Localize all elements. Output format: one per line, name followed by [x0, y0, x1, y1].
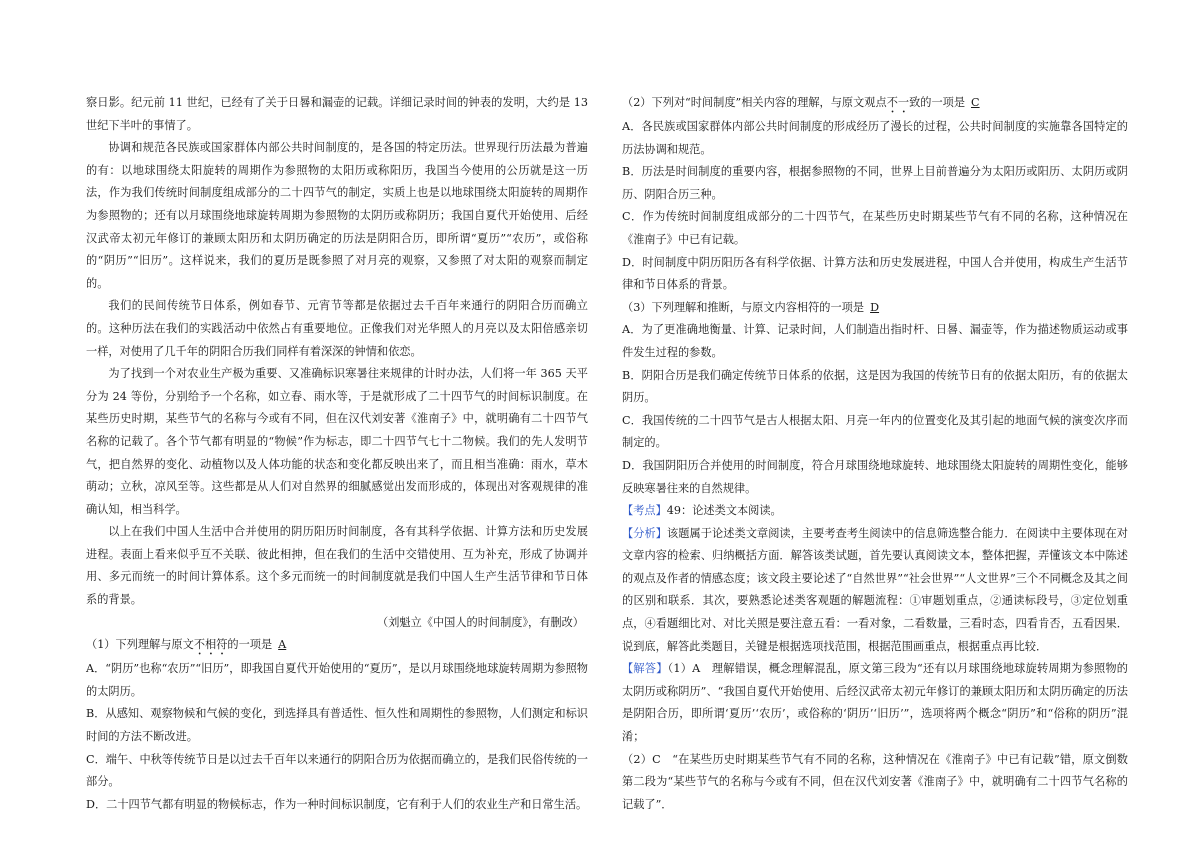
question-2-stem [622, 92, 1128, 116]
question-1-answer: A [278, 638, 287, 652]
question-1-stem-b: 的一项是 [227, 638, 273, 652]
question-2-option-c: C．作为传统时间制度组成部分的二十四节气，在某些历史时期某些节气有不同的名称，这种情况在《淮南子》中已有记载。 [622, 210, 1128, 246]
question-1-option-a: A．“阴历”也称“农历”“旧历”，即我国自夏代开始使用的“夏历”，是以月球围绕地球旋转周期为参照物的太阴历。 [86, 662, 588, 698]
jieda-tag: 【解答】 [622, 662, 668, 676]
question-1-option-c: C．端午、中秋等传统节日是以过去千百年以来通行的阴阳合历为依据而确立的，是我们民俗传统的一部分。 [86, 752, 588, 789]
question-1-stem [86, 634, 588, 658]
fenxi-tag: 【分析】 [622, 526, 667, 540]
question-1-option-b: B．从感知、观察物候和气候的变化，到选择具有普适性、恒久性和周期性的参照物，人们测定和标识时间的方法不断改进。 [86, 707, 588, 744]
question-2-stem-dotted: 不一 [886, 96, 910, 109]
paragraph-4: 为了找到一个对农业生产极为重要、又准确标识寒暑往来规律的计时办法，人们将一年 365 天平分为 24 等份，分别给予一个名称，如立春、雨水等，于是就形成了二十四节气的时间标识制度。在某些历史时期，某些节气的名称与今或有不同，但在汉代刘安著《淮南子》中，就明确有二十四节气名称的记载了。各个节气都有明显的“物候”作为标志，即二十四节气七十二物候。我们的先人发明节气，把自然界的变化、动植物以及人体功能的状态和变化都反映出来了，而且相当准确：雨水，草木萌动；立秋，凉风至等。这些都是从人们对自然界的细腻感觉出发而形成的，体现出对客观规律的准确认知，相当科学。 [86, 367, 588, 516]
jieda-text-2: （2）C “在某些历史时期某些节气有不同的名称，这种情况在《淮南子》中已有记载”错，原文倒数第二段为“某些节气的名称与今或有不同，但在汉代刘安著《淮南子》中，就明确有二十四节气名称的记载了”． [622, 752, 1128, 811]
paragraph-5: 以上在我们中国人生活中合并使用的阴历阳历时间制度，各有其科学依据、计算方法和历史发展进程。表面上看来似乎互不关联、彼此相抻，但在我们的生活中交错使用、互为补充，形成了协调并用、多元而统一的时间计算体系。这个多元而统一的时间制度就是我们中国人生产生活节律和节日体系的背景。 [86, 525, 588, 607]
fenxi-section [622, 523, 1128, 659]
paragraph-2: 协调和规范各民族或国家群体内部公共时间制度的，是各国的特定历法。世界现行历法最为普遍的有：以地球围绕太阳旋转的周期作为参照物的太阳历或称阳历，我国当今使用的公历就是这一历法，作为我们传统时间制度组成部分的二十四节气的制定，实质上也是以地球围绕太阳旋转的周期作为参照物的；还有以月球围绕地球旋转周期为参照物的太阴历或称阴历；我国自夏代开始使用、后经汉武帝太初元年修订的兼顾太阳历和太阴历确定的历法是阴阳合历，即所谓“夏历”“农历”，或俗称的“阴历”“旧历”。这样说来，我们的夏历是既参照了对月亮的观察，又参照了对太阳的观察而制定的。 [86, 141, 588, 290]
kaodian-section [622, 500, 1128, 523]
question-3-option-d: D．我国阴阳历合并使用的时间制度，符合月球围绕地球旋转、地球围绕太阳旋转的周期性变化，能够反映寒暑往来的自然规律。 [622, 458, 1128, 495]
question-2-answer: C [971, 96, 980, 109]
left-column [86, 92, 588, 816]
fenxi-text: 该题属于论述类文章阅读，主要考查考生阅读中的信息筛选整合能力．在阅读中主要体现在对文章内容的检索、归纳概括方面．解答该类试题，首先要认真阅读文本，整体把握，弄懂该文本中陈述的观点及作者的情感态度；该文段主要论述了“自然世界”“社会世界”“人文世界”三个不同概念及其之间的区别和联系．其次，要熟悉论述类客观题的解题流程：①审题划重点，②通读标段号，③定位划重点，④看题细比对、对比关照是要注意五看：一看对象，二看数量，三看时态，四看肯否，五看因果．说到底，解答此类题目，关键是根据选项找范围，根据范围画重点，根据重点再比较． [622, 526, 1128, 653]
source-citation: （刘魁立《中国人的时间制度》，有删改） [377, 615, 584, 629]
jieda-section [622, 658, 1128, 748]
question-3-stem-text: （3）下列理解和推断，与原文内容相符的一项是 [622, 300, 865, 314]
question-3-option-a: A．为了更准确地衡量、计算、记录时间，人们制造出指时杆、日晷、漏壶等，作为描述物质运动或事件发生过程的参数。 [622, 323, 1128, 359]
question-2-option-a: A．各民族或国家群体内部公共时间制度的形成经历了漫长的过程，公共时间制度的实施靠各国特定的历法协调和规范。 [622, 120, 1128, 156]
question-3-option-c: C．我国传统的二十四节气是古人根据太阳、月亮一年内的位置变化及其引起的地面气候的演变次序而制定的。 [622, 413, 1128, 450]
paragraph-3: 我们的民间传统节日体系，例如春节、元宵节等都是依据过去千百年来通行的阴阳合历而确立的。这种历法在我们的实践活动中依然占有重要地位。正像我们对光华照人的月亮以及太阳倍感亲切一样，对使用了几千年的阴阳合历我们同样有着深深的钟情和依恋。 [86, 299, 588, 358]
question-1-stem-dotted: 不相符 [193, 638, 228, 652]
question-2-option-d: D．时间制度中阴历阳历各有科学依据、计算方法和历史发展进程，中国人合并使用，构成生产生活节律和节日体系的背景。 [622, 255, 1128, 292]
jieda-text-1: （1）A 理解错误，概念理解混乱，原文第三段为“还有以月球围绕地球旋转周期为参照物的太阴历或称阴历”、“我国自夏代开始使用、后经汉武帝太初元年修订的兼顾太阳历和太阴历确定的历法是阴阳合历，即所谓‘夏历’‘农历’，或俗称的‘阴历’‘旧历’”，选项将两个概念“阴历”和“俗称的阴历”混淆； [622, 662, 1128, 744]
question-2-stem-a: （2）下列对“时间制度”相关内容的理解，与原文观点 [622, 96, 887, 109]
question-1-option-d: D．二十四节气都有明显的物候标志，作为一种时间标识制度，它有利于人们的农业生产和日常生活。 [86, 797, 588, 811]
question-2-option-b: B．历法是时间制度的重要内容，根据参照物的不同，世界上目前普遍分为太阳历或阳历、太阴历或阴历、阴阳合历三种。 [622, 165, 1128, 201]
question-3-answer: D [870, 300, 880, 314]
question-3-stem [622, 297, 1128, 320]
kaodian-text: 49：论述类文本阅读。 [666, 504, 782, 518]
question-3-option-b: B．阴阳合历是我们确定传统节日体系的依据，这是因为我国的传统节日有的依据太阳历，有的依据太阴历。 [622, 368, 1128, 405]
right-column [622, 92, 1128, 816]
paragraph-1: 察日影。纪元前 11 世纪，已经有了关于日晷和漏壶的记载。详细记录时间的钟表的发明，大约是 13 世纪下半叶的事情了。 [86, 96, 588, 132]
question-2-stem-b: 致的一项是 [909, 96, 966, 109]
question-1-stem-a: （1）下列理解与原文 [86, 638, 194, 652]
kaodian-tag: 【考点】 [622, 504, 667, 518]
